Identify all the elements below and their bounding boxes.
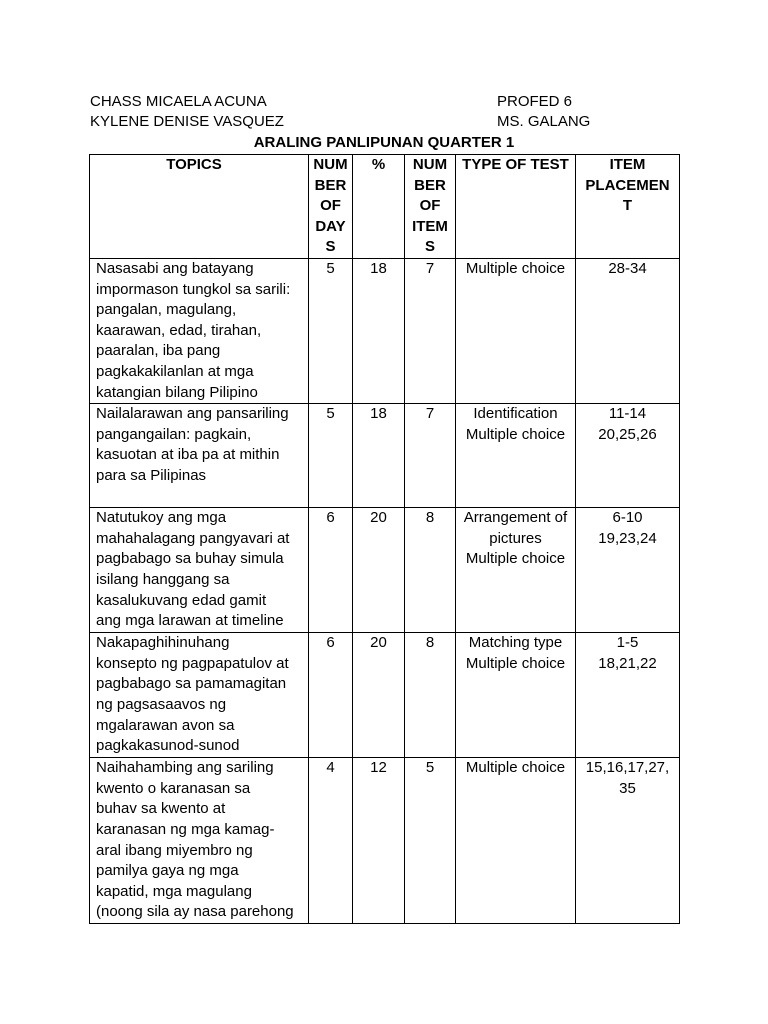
topic-cell: Naihahambing ang sariling kwento o karanasan sa buhav sa kwento at karanasan ng mga kamag- aral ibang miyembro ng pamilya gaya ng mga kapatid, mga magulang (noong sila ay nasa parehong xyxy=(90,758,309,924)
days-cell: 6 xyxy=(309,508,353,633)
percent-cell: 18 xyxy=(353,259,405,404)
table-header-row xyxy=(90,155,680,259)
header-topics: TOPICS xyxy=(90,155,309,259)
items-cell: 8 xyxy=(405,508,456,633)
placement-cell: 28-34 xyxy=(576,259,680,404)
header-type-of-test: TYPE OF TEST xyxy=(456,155,576,259)
topic-cell: Natutukoy ang mga mahahalagang pangyavari at pagbabago sa buhay simula isilang hanggang sa kasalukuvang edad gamit ang mga larawan at timeline xyxy=(90,508,309,633)
table-row xyxy=(90,758,680,924)
table-row xyxy=(90,259,680,404)
student-name-2: KYLENE DENISE VASQUEZ xyxy=(90,113,284,130)
test-type-cell: Multiple choice xyxy=(456,259,576,404)
header-item-placement xyxy=(576,155,680,259)
items-cell: 5 xyxy=(405,758,456,924)
topic-cell: Nasasabi ang batayang impormason tungkol sa sarili: pangalan, magulang, kaarawan, edad, tirahan, paaralan, iba pang pagkakakilanlan at mga katangian bilang Pilipino xyxy=(90,259,309,404)
header-placement-lines: ITEM PLACEMEN T xyxy=(585,156,670,215)
table-row xyxy=(90,633,680,758)
days-cell: 5 xyxy=(309,404,353,508)
topic-cell: Nakapaghihinuhang konsepto ng pagpapatulov at pagbabago sa pamamagitan ng pagsasaavos ng mgalarawan avon sa pagkakasunod-sunod xyxy=(90,633,309,758)
days-cell: 6 xyxy=(309,633,353,758)
placement-cell: 15,16,17,27, 35 xyxy=(576,758,680,924)
items-cell: 7 xyxy=(405,404,456,508)
test-type-cell: Matching type Multiple choice xyxy=(456,633,576,758)
test-type-cell: Identification Multiple choice xyxy=(456,404,576,508)
percent-cell: 18 xyxy=(353,404,405,508)
teacher-name: MS. GALANG xyxy=(497,113,591,130)
header-days-lines: NUM BER OF DAY S xyxy=(313,156,348,256)
items-cell: 8 xyxy=(405,633,456,758)
percent-cell: 20 xyxy=(353,633,405,758)
test-type-cell: Multiple choice xyxy=(456,758,576,924)
placement-cell: 6-10 19,23,24 xyxy=(576,508,680,633)
days-cell: 4 xyxy=(309,758,353,924)
header-number-of-days xyxy=(309,155,353,259)
percent-cell: 20 xyxy=(353,508,405,633)
table-of-specifications xyxy=(89,154,680,924)
header-items-lines: NUM BER OF ITEM S xyxy=(412,156,448,256)
percent-cell: 12 xyxy=(353,758,405,924)
topic-cell: Nailalarawan ang pansariling pangangailan: pagkain, kasuotan at iba pa at mithin para sa Pilipinas xyxy=(90,404,309,508)
days-cell: 5 xyxy=(309,259,353,404)
items-cell: 7 xyxy=(405,259,456,404)
placement-cell: 11-14 20,25,26 xyxy=(576,404,680,508)
table-row xyxy=(90,508,680,633)
document-title: ARALING PANLIPUNAN QUARTER 1 xyxy=(253,134,515,151)
header-percent: % xyxy=(353,155,405,259)
student-name-1: CHASS MICAELA ACUNA xyxy=(90,93,267,110)
placement-cell: 1-5 18,21,22 xyxy=(576,633,680,758)
test-type-cell: Arrangement of pictures Multiple choice xyxy=(456,508,576,633)
table-row xyxy=(90,404,680,508)
header-number-of-items xyxy=(405,155,456,259)
course-code: PROFED 6 xyxy=(497,93,573,110)
